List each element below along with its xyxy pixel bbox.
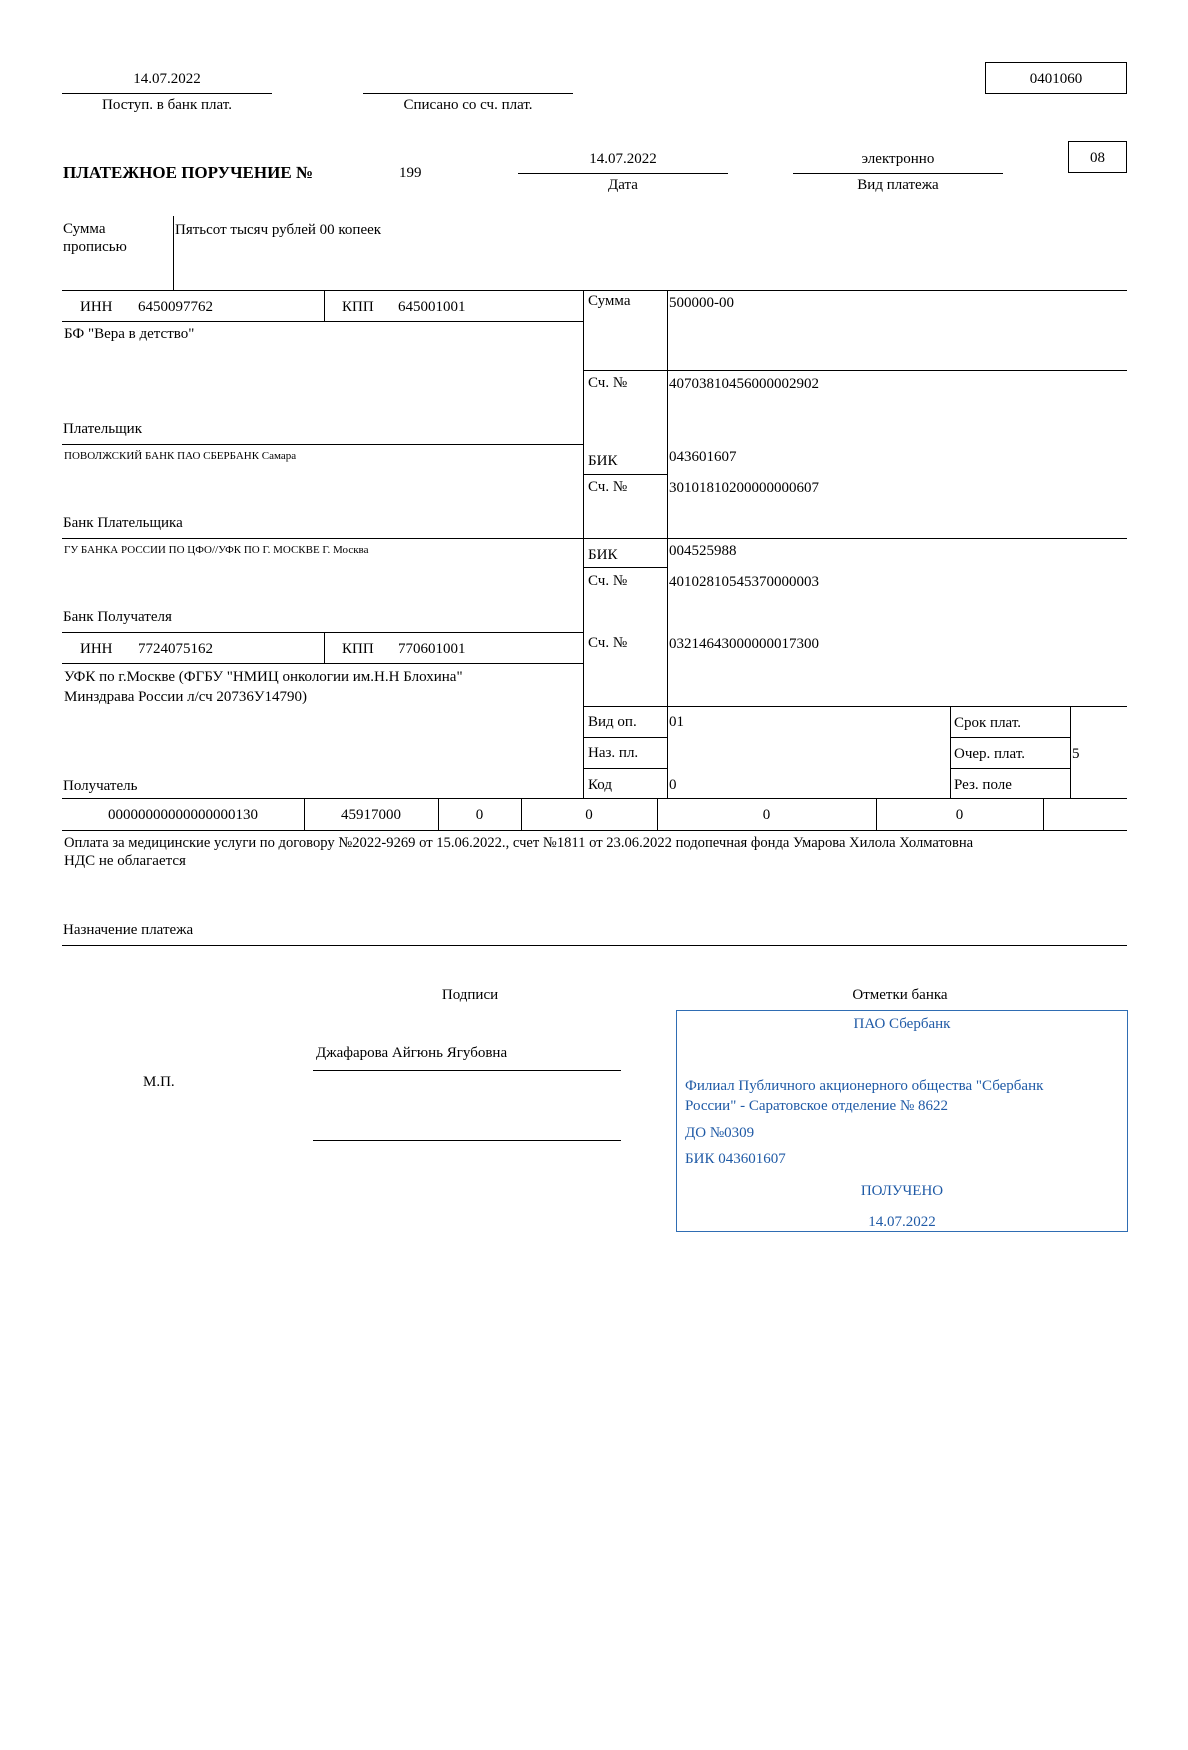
purpose-line-1: Оплата за медицинские услуги по договору №2022-9269 от 15.06.2022., счет №1811 от 23.06.2022 подопечная фонда Умарова Хилола Холматовна <box>64 835 974 851</box>
payer-bank-account-label: Сч. № <box>588 479 628 495</box>
signatures-label: Подписи <box>441 987 499 1003</box>
op-vline-2 <box>1070 706 1071 798</box>
tax-row-top <box>62 798 1127 799</box>
stamp-branch-2: России" - Саратовское отделение № 8622 <box>685 1098 949 1114</box>
received-date: 14.07.2022 <box>133 71 201 87</box>
payee-bank-bik-line <box>583 567 667 568</box>
payee-bank-account: 40102810545370000003 <box>669 574 819 590</box>
tax-cell-oktmo: 45917000 <box>341 807 401 823</box>
payee-bank-bik-label: БИК <box>588 547 618 563</box>
op-line-2-right <box>950 768 1070 769</box>
payee-bank-bik: 004525988 <box>669 543 737 559</box>
payee-inn-line <box>62 663 583 664</box>
stamp-bik: БИК 043601607 <box>685 1151 786 1167</box>
payer-name: БФ "Вера в детство" <box>64 326 195 342</box>
payer-bank-bottom-line <box>62 538 1127 539</box>
purpose-line-2: НДС не облагается <box>64 853 186 869</box>
payer-bank-account: 30101810200000000607 <box>669 480 819 496</box>
payee-inn-divider <box>324 632 325 663</box>
payment-type-label: Вид платежа <box>857 177 939 193</box>
op-kod-label: Код <box>588 777 612 793</box>
payer-label: Плательщик <box>63 421 142 437</box>
purpose-bottom-line <box>62 945 1127 946</box>
received-label: Поступ. в банк плат. <box>102 97 232 113</box>
signer-1: Джафарова Айгюнь Ягубовна <box>316 1045 508 1061</box>
op-vline-1 <box>950 706 951 798</box>
payee-kpp-label: КПП <box>342 641 374 657</box>
bank-stamp <box>676 1010 1128 1232</box>
amount-words-label-2: прописью <box>63 239 127 255</box>
stamp-bank: ПАО Сбербанк <box>853 1016 951 1032</box>
op-ocher-label: Очер. плат. <box>954 746 1025 762</box>
tax-cell-docnum: 0 <box>762 807 771 823</box>
payee-bank-account-label: Сч. № <box>588 573 628 589</box>
tax-cell-kbk: 00000000000000000130 <box>108 807 258 823</box>
purpose-label: Назначение платежа <box>63 922 194 938</box>
op-naz-label: Наз. пл. <box>588 745 639 761</box>
payee-name-1: УФК по г.Москве (ФГБУ "НМИЦ онкологии им.Н.Н Блохина" <box>64 669 463 685</box>
payee-bank-bottom-line <box>62 632 583 633</box>
payee-inn-label: ИНН <box>80 641 113 657</box>
payment-type: электронно <box>861 151 935 167</box>
signature-line-2 <box>313 1140 621 1141</box>
payee-bank-label: Банк Получателя <box>63 609 172 625</box>
op-vid: 01 <box>669 714 684 730</box>
payee-inn: 7724075162 <box>138 641 213 657</box>
tax-cell-docdate: 0 <box>955 807 964 823</box>
stamp-branch-1: Филиал Публичного акционерного общества "Сбербанк <box>685 1078 1044 1094</box>
order-date: 14.07.2022 <box>589 151 657 167</box>
stamp-date: 14.07.2022 <box>868 1214 936 1230</box>
op-rez-label: Рез. поле <box>954 777 1012 793</box>
tax-row-bottom <box>62 830 1127 831</box>
op-vid-label: Вид оп. <box>588 714 637 730</box>
payer-bank-bik-line <box>583 474 667 475</box>
amount-words-divider <box>173 216 174 290</box>
form-code: 0401060 <box>1029 71 1083 87</box>
payer-account-label: Сч. № <box>588 375 628 391</box>
op-kod: 0 <box>669 777 677 793</box>
grid-line-top <box>62 290 1127 291</box>
op-ocher: 5 <box>1072 746 1080 762</box>
payment-type-line <box>793 173 1003 174</box>
payer-bottom-line <box>62 444 583 445</box>
payee-label: Получатель <box>63 778 138 794</box>
payer-inn-divider <box>324 290 325 321</box>
bank-marks-label: Отметки банка <box>852 987 948 1003</box>
op-top-line <box>583 706 1127 707</box>
order-date-line <box>518 173 728 174</box>
payer-bank-label: Банк Плательщика <box>63 515 183 531</box>
grid-vline-mid <box>583 290 584 798</box>
payer-sum: 500000-00 <box>669 295 734 311</box>
payee-account: 03214643000000017300 <box>669 636 819 652</box>
payer-inn-line <box>62 321 583 322</box>
payer-bank-bik: 043601607 <box>669 449 737 465</box>
debited-label: Списано со сч. плат. <box>403 97 533 113</box>
order-number: 199 <box>399 165 422 181</box>
order-title: ПЛАТЕЖНОЕ ПОРУЧЕНИЕ № <box>63 163 314 182</box>
stamp-status: ПОЛУЧЕНО <box>860 1183 944 1199</box>
payee-name-2: Минздрава России л/сч 20736У14790) <box>64 689 308 705</box>
stamp-office: ДО №0309 <box>685 1125 755 1141</box>
payer-inn: 6450097762 <box>138 299 213 315</box>
op-srok-label: Срок плат. <box>954 715 1022 731</box>
payer-bank-bik-label: БИК <box>588 453 618 469</box>
payer-sum-label: Сумма <box>588 293 631 309</box>
op-line-1-left <box>583 737 667 738</box>
order-date-label: Дата <box>608 177 638 193</box>
op-line-2-left <box>583 768 667 769</box>
received-line <box>62 93 272 94</box>
debited-line <box>363 93 573 94</box>
payer-inn-label: ИНН <box>80 299 113 315</box>
amount-words-value: Пятьсот тысяч рублей 00 копеек <box>175 222 382 238</box>
amount-words-label-1: Сумма <box>63 221 106 237</box>
signature-line-1 <box>313 1070 621 1071</box>
sum-bottom-line <box>583 370 1127 371</box>
payee-kpp: 770601001 <box>398 641 466 657</box>
tax-cell-basis: 0 <box>475 807 484 823</box>
form-code-box <box>985 62 1127 94</box>
status-code: 08 <box>1090 150 1105 166</box>
tax-vline-6 <box>1043 798 1044 830</box>
grid-vline-right <box>667 290 668 798</box>
op-line-1-right <box>950 737 1070 738</box>
payer-kpp: 645001001 <box>398 299 466 315</box>
payer-bank-name: ПОВОЛЖСКИЙ БАНК ПАО СБЕРБАНК Самара <box>64 450 297 462</box>
mp-label: М.П. <box>143 1074 175 1090</box>
tax-cell-period: 0 <box>585 807 593 823</box>
payer-kpp-label: КПП <box>342 299 374 315</box>
payee-account-label: Сч. № <box>588 635 628 651</box>
payee-bank-name: ГУ БАНКА РОССИИ ПО ЦФО//УФК ПО Г. МОСКВЕ Г. Москва <box>64 544 369 556</box>
payer-account: 40703810456000002902 <box>669 376 819 392</box>
status-code-box <box>1068 141 1127 173</box>
